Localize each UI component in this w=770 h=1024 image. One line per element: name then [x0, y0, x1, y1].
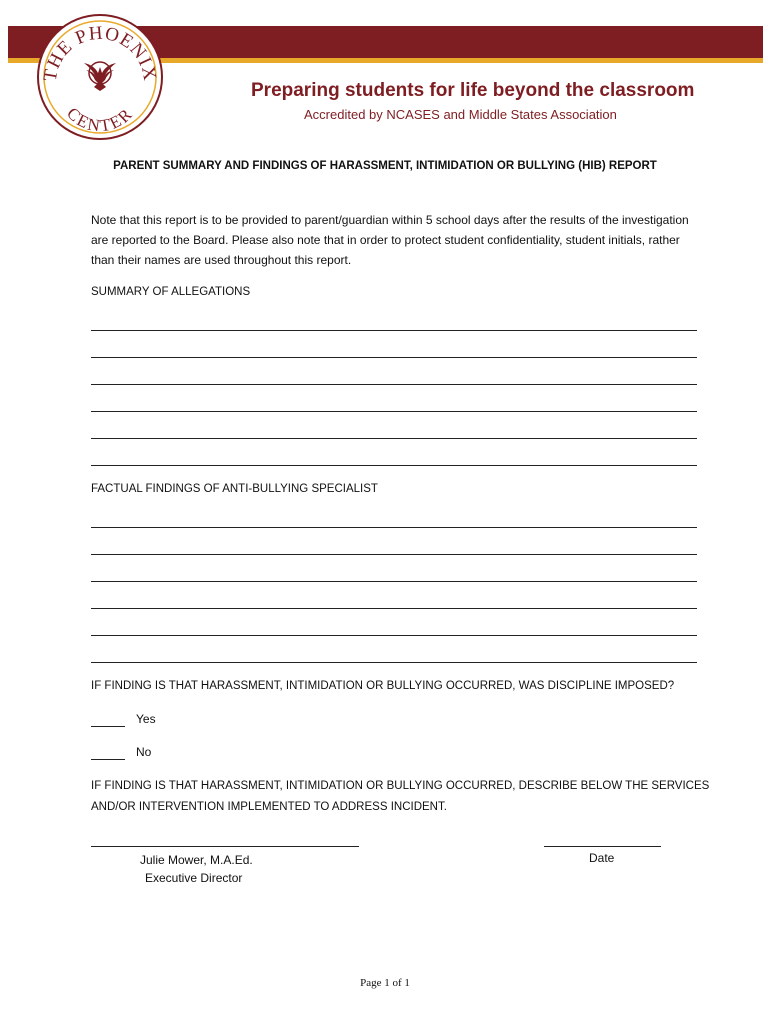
tagline: Preparing students for life beyond the classroom — [251, 80, 695, 101]
findings-line-2[interactable] — [91, 554, 697, 555]
summary-line-5[interactable] — [91, 438, 697, 439]
logo-text-top: THE PHOENIX — [39, 22, 161, 83]
findings-line-1[interactable] — [91, 527, 697, 528]
summary-of-allegations-label: SUMMARY OF ALLEGATIONS — [91, 286, 251, 298]
yes-checkbox-blank[interactable] — [91, 726, 125, 727]
signer-name: Julie Mower, M.A.Ed. — [140, 853, 253, 867]
report-title: PARENT SUMMARY AND FINDINGS OF HARASSMENT, INTIMIDATION OR BULLYING (HIB) REPORT — [113, 160, 657, 172]
findings-line-6[interactable] — [91, 662, 697, 663]
date-line[interactable] — [544, 846, 661, 847]
findings-line-4[interactable] — [91, 608, 697, 609]
intro-note: Note that this report is to be provided to parent/guardian within 5 school days after the results of the investigation are reported to the Board. Please also note that in order to protect student confidentiality, student initials, rather than their names are used throughout this report. — [91, 213, 689, 267]
no-option-label: No — [136, 745, 152, 759]
findings-line-3[interactable] — [91, 581, 697, 582]
factual-findings-label: FACTUAL FINDINGS OF ANTI-BULLYING SPECIALIST — [91, 483, 378, 495]
signer-block — [140, 851, 253, 887]
signer-title: Executive Director — [145, 871, 243, 885]
summary-line-3[interactable] — [91, 384, 697, 385]
services-question: IF FINDING IS THAT HARASSMENT, INTIMIDATION OR BULLYING OCCURRED, DESCRIBE BELOW THE SERVICES AND/OR INTERVENTION IMPLEMENTED TO ADDRESS INCIDENT. — [91, 780, 710, 813]
summary-line-6[interactable] — [91, 465, 697, 466]
no-checkbox-blank[interactable] — [91, 759, 125, 760]
phoenix-center-logo — [36, 13, 164, 141]
signature-line[interactable] — [91, 846, 359, 847]
logo-text-bottom: CENTER — [63, 103, 137, 136]
yes-option-label: Yes — [136, 712, 156, 726]
discipline-question: IF FINDING IS THAT HARASSMENT, INTIMIDATION OR BULLYING OCCURRED, WAS DISCIPLINE IMPOSED? — [91, 680, 675, 692]
accreditation-text: Accredited by NCASES and Middle States Association — [304, 107, 617, 122]
page-number: Page 1 of 1 — [360, 977, 410, 989]
summary-line-4[interactable] — [91, 411, 697, 412]
summary-line-2[interactable] — [91, 357, 697, 358]
date-label: Date — [589, 851, 615, 865]
findings-line-5[interactable] — [91, 635, 697, 636]
summary-line-1[interactable] — [91, 330, 697, 331]
